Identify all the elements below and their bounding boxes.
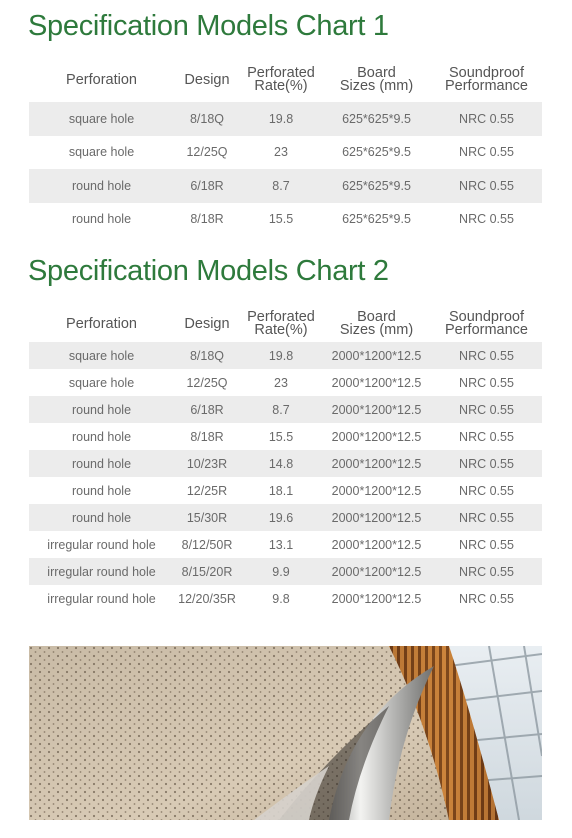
rate-cell: 18.1 [268, 483, 294, 498]
perforation-cell: round hole [29, 450, 174, 477]
header-perforation: Perforation [66, 71, 137, 88]
design-cell: 12/20/35R [178, 591, 236, 606]
perforation-cell: round hole [29, 504, 174, 531]
perforation-cell: square hole [68, 375, 135, 390]
table-row [29, 369, 542, 396]
soundproof-cell: NRC 0.55 [431, 342, 542, 369]
perforation-cell: irregular round hole [29, 558, 174, 585]
perforation-cell: square hole [68, 145, 135, 160]
rate-cell: 19.6 [240, 504, 322, 531]
table-row [29, 477, 542, 504]
rate-cell: 9.8 [272, 591, 290, 606]
size-cell: 2000*1200*12.5 [331, 429, 422, 444]
size-cell: 2000*1200*12.5 [331, 537, 422, 552]
perforation-cell: round hole [29, 396, 174, 423]
rate-cell: 8.7 [240, 169, 322, 203]
table-row [29, 423, 542, 450]
rate-cell: 13.1 [268, 537, 294, 552]
chart2-title: Specification Models Chart 2 [28, 255, 389, 287]
table-row [29, 203, 542, 237]
table-row [29, 504, 542, 531]
size-cell: 2000*1200*12.5 [322, 450, 431, 477]
design-cell: 8/18R [190, 212, 224, 227]
table-row [29, 585, 542, 612]
rate-cell: 8.7 [240, 396, 322, 423]
size-cell: 2000*1200*12.5 [322, 558, 431, 585]
design-cell: 12/25R [186, 483, 228, 498]
table-row [29, 169, 542, 203]
design-cell: 8/18Q [174, 342, 240, 369]
rate-cell: 19.8 [240, 102, 322, 136]
soundproof-cell: NRC 0.55 [431, 169, 542, 203]
soundproof-cell: NRC 0.55 [431, 450, 542, 477]
design-cell: 8/18Q [174, 102, 240, 136]
header-board-sizes: Board Sizes (mm) [339, 309, 414, 338]
size-cell: 625*625*9.5 [322, 169, 431, 203]
spec-table-2 [29, 306, 542, 612]
design-cell: 15/30R [174, 504, 240, 531]
table-row [29, 102, 542, 136]
header-perforated-rate: Perforated Rate(%) [247, 65, 315, 94]
chart1-title: Specification Models Chart 1 [28, 10, 389, 42]
header-design: Design [184, 315, 230, 332]
design-cell: 8/18R [190, 429, 224, 444]
rate-cell: 23 [274, 145, 288, 160]
size-cell: 2000*1200*12.5 [322, 504, 431, 531]
perforation-cell: irregular round hole [47, 591, 156, 606]
design-cell: 6/18R [174, 169, 240, 203]
design-cell: 10/23R [174, 450, 240, 477]
soundproof-cell: NRC 0.55 [459, 145, 514, 160]
table-row [29, 450, 542, 477]
size-cell: 2000*1200*12.5 [322, 342, 431, 369]
perforation-cell: round hole [29, 169, 174, 203]
rate-cell: 23 [274, 375, 288, 390]
ceiling-photo [29, 646, 542, 820]
size-cell: 2000*1200*12.5 [331, 483, 422, 498]
size-cell: 625*625*9.5 [342, 145, 411, 160]
header-soundproof: Soundproof Performance [444, 65, 528, 94]
perforation-cell: round hole [71, 483, 132, 498]
header-soundproof: Soundproof Performance [444, 309, 528, 338]
perforation-cell: square hole [29, 102, 174, 136]
soundproof-cell: NRC 0.55 [459, 212, 514, 227]
soundproof-cell: NRC 0.55 [459, 429, 514, 444]
perforation-cell: round hole [71, 429, 132, 444]
design-cell: 12/25Q [186, 145, 228, 160]
rate-cell: 15.5 [268, 212, 294, 227]
perforation-cell: round hole [71, 212, 132, 227]
design-cell: 6/18R [174, 396, 240, 423]
rate-cell: 19.8 [240, 342, 322, 369]
soundproof-cell: NRC 0.55 [431, 102, 542, 136]
perforation-cell: irregular round hole [47, 537, 156, 552]
rate-cell: 14.8 [240, 450, 322, 477]
table-row [29, 531, 542, 558]
soundproof-cell: NRC 0.55 [459, 375, 514, 390]
table-row [29, 558, 542, 585]
table-row [29, 396, 542, 423]
header-design: Design [184, 71, 230, 88]
rate-cell: 9.9 [240, 558, 322, 585]
size-cell: 625*625*9.5 [342, 212, 411, 227]
soundproof-cell: NRC 0.55 [459, 483, 514, 498]
spec-table-1 [29, 62, 542, 236]
soundproof-cell: NRC 0.55 [431, 558, 542, 585]
size-cell: 625*625*9.5 [322, 102, 431, 136]
soundproof-cell: NRC 0.55 [431, 396, 542, 423]
design-cell: 8/15/20R [174, 558, 240, 585]
soundproof-cell: NRC 0.55 [459, 537, 514, 552]
design-cell: 12/25Q [186, 375, 228, 390]
size-cell: 2000*1200*12.5 [331, 375, 422, 390]
header-perforation: Perforation [66, 315, 137, 332]
table-row [29, 342, 542, 369]
table-row [29, 136, 542, 170]
soundproof-cell: NRC 0.55 [431, 504, 542, 531]
soundproof-cell: NRC 0.55 [459, 591, 514, 606]
design-cell: 8/12/50R [181, 537, 233, 552]
size-cell: 2000*1200*12.5 [331, 591, 422, 606]
perforation-cell: square hole [29, 342, 174, 369]
size-cell: 2000*1200*12.5 [322, 396, 431, 423]
header-perforated-rate: Perforated Rate(%) [247, 309, 315, 338]
rate-cell: 15.5 [268, 429, 294, 444]
header-board-sizes: Board Sizes (mm) [339, 65, 414, 94]
